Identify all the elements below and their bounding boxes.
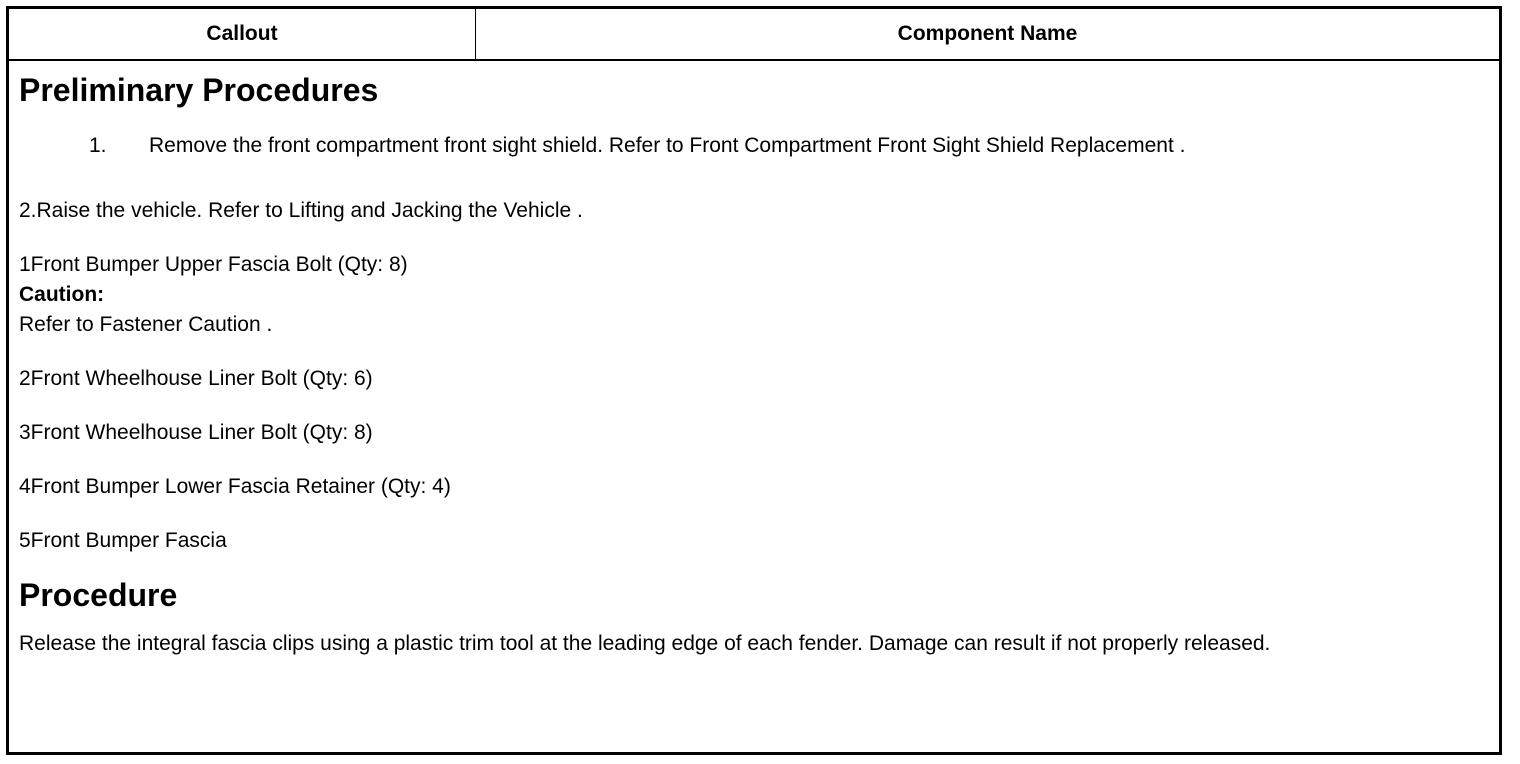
component-table [6, 6, 1502, 755]
procedure-title: Procedure [19, 577, 178, 613]
table-header-row [9, 9, 1499, 61]
caution-label: Caution: [19, 283, 105, 306]
table-body-cell [9, 71, 1499, 658]
step-number: 1. [89, 134, 107, 157]
component-item-5: 5Front Bumper Fascia [19, 529, 227, 552]
component-item-4: 4Front Bumper Lower Fascia Retainer (Qty: 4) [19, 475, 451, 498]
header-callout: Callout [9, 9, 476, 59]
component-item-1: 1Front Bumper Upper Fascia Bolt (Qty: 8) [19, 253, 408, 276]
caution-text: Refer to Fastener Caution . [19, 313, 273, 336]
component-item-2: 2Front Wheelhouse Liner Bolt (Qty: 6) [19, 367, 373, 390]
preliminary-procedures-title: Preliminary Procedures [19, 72, 379, 108]
procedure-text: Release the integral fascia clips using a plastic trim tool at the leading edge of each fender. Damage can result if not properly released. [19, 632, 1271, 655]
step-text: Remove the front compartment front sight shield. Refer to Front Compartment Front Sight Shield Replacement . [149, 134, 1186, 157]
step-item [19, 131, 1489, 161]
preliminary-step-list [19, 131, 1489, 161]
step-2-text: 2.Raise the vehicle. Refer to Lifting and Jacking the Vehicle . [19, 199, 583, 222]
header-component-name: Component Name [897, 22, 1078, 45]
component-item-3: 3Front Wheelhouse Liner Bolt (Qty: 8) [19, 421, 373, 444]
